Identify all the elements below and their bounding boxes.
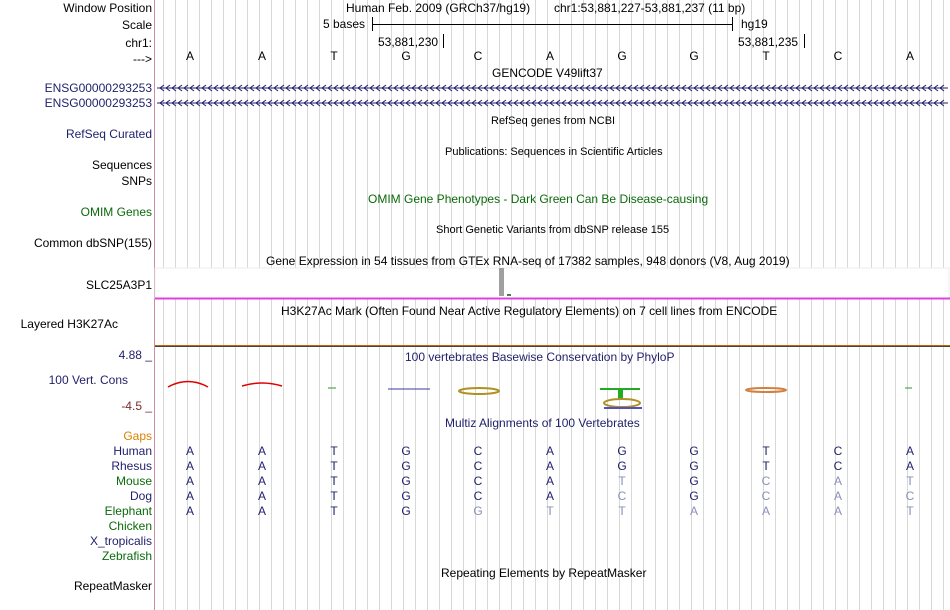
alignment-base: A (833, 489, 842, 503)
ruler-coord-right: 53,881,235 (738, 35, 799, 49)
alignment-base: A (905, 459, 914, 473)
species-label[interactable]: Chicken (108, 519, 152, 533)
base-letter: C (833, 49, 843, 63)
alignment-base: C (617, 489, 627, 503)
alignment-base: A (545, 474, 554, 488)
alignment-base: T (330, 444, 338, 458)
species-label[interactable]: Zebrafish (101, 549, 152, 563)
alignment-base: A (833, 474, 842, 488)
alignment-base: T (906, 504, 914, 518)
alignment-base: C (761, 489, 771, 503)
track-title-dbsnp: Short Genetic Variants from dbSNP release 155 (436, 224, 670, 236)
label-chrom[interactable]: chr1: (125, 36, 152, 50)
label-common-dbsnp[interactable]: Common dbSNP(155) (33, 236, 152, 250)
species-label[interactable]: Rhesus (111, 459, 152, 473)
position-readout: chr1:53,881,227-53,881,237 (11 bp) (554, 1, 746, 15)
track-title-omim: OMIM Gene Phenotypes - Dark Green Can Be Disease-causing (368, 192, 709, 206)
label-scale[interactable]: Scale (121, 18, 152, 32)
alignment-base: A (545, 444, 554, 458)
track-title-h3k27ac: H3K27Ac Mark (Often Found Near Active Regulatory Elements) on 7 cell lines from ENCODE (281, 304, 778, 318)
label-strand-arrow[interactable]: ---> (133, 52, 152, 66)
alignment-base: A (185, 504, 194, 518)
alignment-base: A (545, 489, 554, 503)
alignment-base: A (185, 444, 194, 458)
alignment-base: A (257, 459, 266, 473)
alignment-base: C (761, 474, 771, 488)
alignment-base: C (833, 459, 843, 473)
track-title-refseq: RefSeq genes from NCBI (491, 115, 616, 127)
alignment-base: A (833, 504, 842, 518)
alignment-base: T (762, 444, 770, 458)
phylop-peak (168, 382, 208, 388)
label-layered-h3k27ac[interactable]: Layered H3K27Ac (20, 317, 118, 331)
alignment-base: T (546, 504, 554, 518)
track-title-phylop: 100 vertebrates Basewise Conservation by PhyloP (405, 350, 675, 364)
alignment-base: A (761, 504, 770, 518)
alignment-base: C (473, 444, 483, 458)
label-100-vert-cons[interactable]: 100 Vert. Cons (48, 373, 128, 387)
gtex-box (155, 268, 949, 298)
alignment-base: G (617, 459, 627, 473)
scale-db-label: hg19 (741, 17, 768, 31)
base-letter: C (473, 49, 483, 63)
alignment-base: T (762, 459, 770, 473)
base-letter: G (401, 49, 411, 63)
assembly-title: Human Feb. 2009 (GRCh37/hg19) (346, 1, 531, 15)
alignment-base: A (257, 444, 266, 458)
alignment-base: G (689, 474, 699, 488)
label-ensg-2[interactable]: ENSG00000293253 (44, 96, 152, 110)
track-title-gencode: GENCODE V49lift37 (492, 66, 603, 80)
alignment-base: C (473, 474, 483, 488)
alignment-base: T (330, 474, 338, 488)
alignment-base: T (906, 474, 914, 488)
alignment-base: A (257, 489, 266, 503)
alignment-base: C (473, 489, 483, 503)
track-title-multiz: Multiz Alignments of 100 Vertebrates (445, 416, 640, 430)
alignment-base: A (689, 504, 698, 518)
alignment-base: C (905, 489, 915, 503)
alignment-base: G (401, 459, 411, 473)
alignment-base: A (257, 504, 266, 518)
alignment-base: A (905, 444, 914, 458)
label-omim-genes[interactable]: OMIM Genes (80, 205, 152, 219)
alignment-base: G (401, 444, 411, 458)
base-letter: A (545, 49, 554, 63)
phylop-mark (459, 388, 499, 394)
alignment-base: T (330, 489, 338, 503)
alignment-base: A (545, 459, 554, 473)
base-letter: A (185, 49, 194, 63)
alignment-base: A (185, 489, 194, 503)
label-repeatmasker[interactable]: RepeatMasker (73, 579, 152, 593)
species-label[interactable]: Human (113, 444, 152, 458)
base-letter: T (330, 49, 338, 63)
label-ensg-1[interactable]: ENSG00000293253 (44, 81, 152, 95)
alignment-base: G (401, 504, 411, 518)
base-letter: A (905, 49, 914, 63)
alignment-base: A (185, 459, 194, 473)
alignment-base: G (473, 504, 483, 518)
alignment-base: A (185, 474, 194, 488)
phylop-mark (604, 399, 640, 407)
base-letter: A (257, 49, 266, 63)
label-refseq-curated[interactable]: RefSeq Curated (65, 127, 152, 141)
label-sequences[interactable]: Sequences (91, 158, 152, 172)
species-label[interactable]: Dog (129, 489, 152, 503)
alignment-base: A (257, 474, 266, 488)
ruler-coord-left: 53,881,230 (378, 35, 439, 49)
label-gaps[interactable]: Gaps (123, 429, 152, 443)
alignment-base: T (618, 474, 626, 488)
alignment-base: G (689, 459, 699, 473)
species-label[interactable]: Mouse (115, 474, 152, 488)
phylop-peak (242, 383, 282, 386)
gtex-bar (499, 268, 504, 296)
phylop-mark (618, 389, 623, 399)
track-title-gtex: Gene Expression in 54 tissues from GTEx RNA-seq of 17382 samples, 948 donors (V8, Aug 2019) (266, 254, 790, 268)
species-label[interactable]: X_tropicalis (89, 534, 152, 548)
gtex-bar-small (507, 294, 511, 296)
phylop-mark (746, 388, 786, 392)
base-letter: G (617, 49, 627, 63)
track-title-repeatmasker: Repeating Elements by RepeatMasker (441, 566, 647, 580)
base-letter: T (762, 49, 770, 63)
label-cons-min: -4.5 _ (121, 399, 152, 413)
alignment-base: G (401, 474, 411, 488)
alignment-base: G (689, 489, 699, 503)
label-window-position[interactable]: Window Position (63, 1, 152, 15)
alignment-base: G (689, 444, 699, 458)
label-slc25a3p1[interactable]: SLC25A3P1 (85, 278, 152, 292)
alignment-base: G (617, 444, 627, 458)
scale-bar-label: 5 bases (323, 17, 366, 31)
alignment-base: C (833, 444, 843, 458)
alignment-base: G (401, 489, 411, 503)
alignment-base: T (330, 504, 338, 518)
alignment-base: T (330, 459, 338, 473)
track-title-publications: Publications: Sequences in Scientific Articles (445, 146, 663, 158)
species-label[interactable]: Elephant (104, 504, 152, 518)
alignment-base: C (473, 459, 483, 473)
label-cons-max: 4.88 _ (118, 348, 152, 362)
alignment-base: T (618, 504, 626, 518)
base-letter: G (689, 49, 699, 63)
label-snps[interactable]: SNPs (121, 174, 152, 188)
